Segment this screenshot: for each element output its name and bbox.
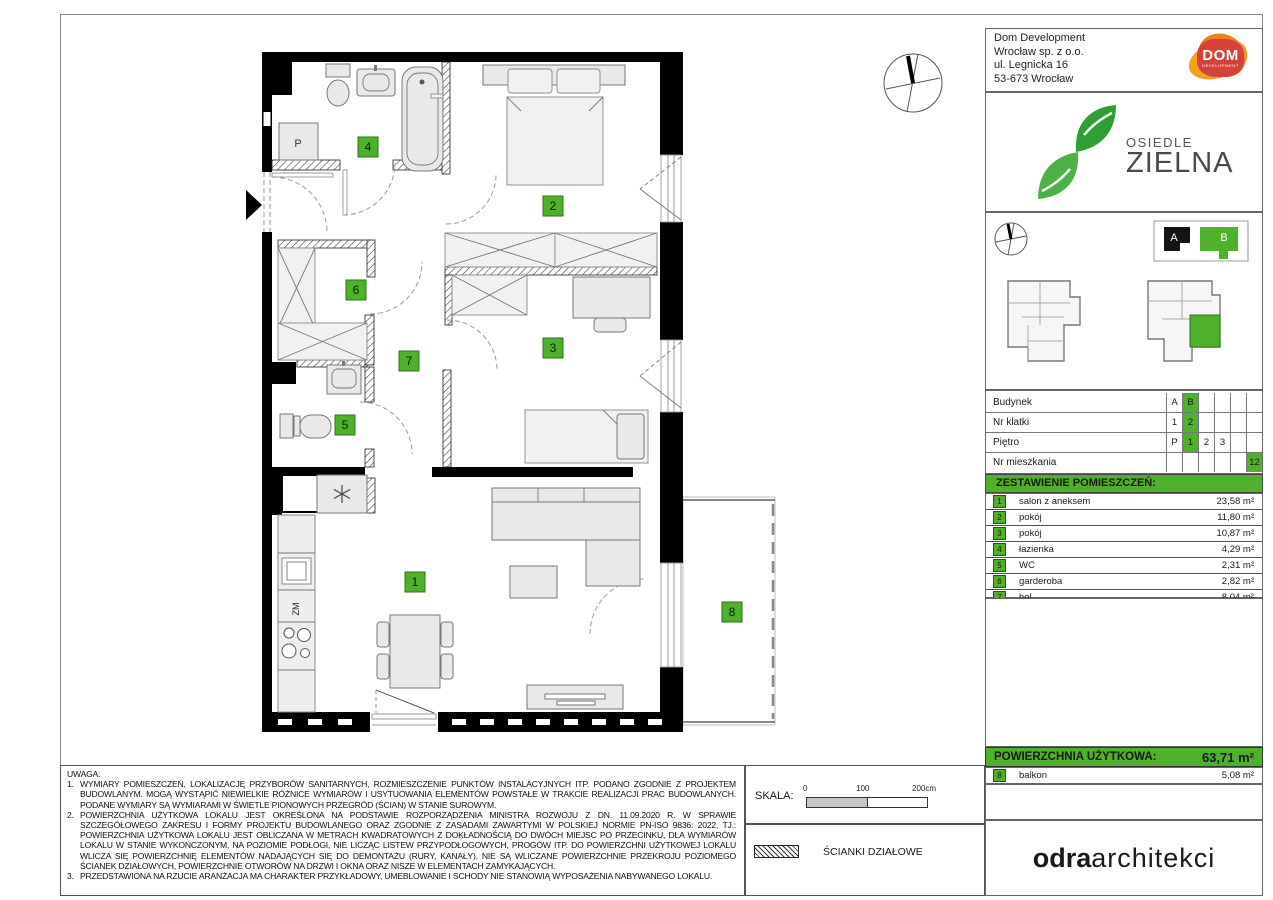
scale-bar [806,797,928,808]
list-item: 2 pokój 11,80 m² [986,510,1262,526]
room-no-badge: 3 [993,527,1006,540]
architect-logo-light: architekci [1091,842,1216,873]
unit-highlight [1190,315,1220,347]
entry-door [246,172,327,232]
room-no-badge: 5 [993,559,1006,572]
row-label: Nr klatki [993,417,1030,428]
company-name: Dom Development [994,32,1086,44]
note-item: 3. PRZEDSTAWIONA NA RZUCIE ARANŻACJA MA CHARAKTER PRZYKŁADOWY, UMEBLOWANIE I SCHODY NIE STANOWIĄ WYPOSAŻENIA NABYWANEGO LOKALU. [67,871,713,882]
scale-tick-100: 100 [856,784,870,793]
leaf-logo-icon [1032,103,1122,201]
list-item: 1 salon z aneksem 23,58 m² [986,494,1262,510]
spacer-box [985,598,1263,747]
room-no-badge: 8 [993,769,1006,782]
dom-development-logo [1188,34,1252,84]
badge-room-8: 8 [728,605,736,619]
row-label: Piętro [993,437,1020,448]
dishwasher-label: ZM [291,602,301,616]
site-plan-drawing [986,213,1262,389]
architect-logo-box [985,820,1263,896]
small-compass-icon [995,223,1027,255]
list-item: 4 łazienka 4,29 m² [986,542,1262,558]
badge-room-1: 1 [411,575,419,589]
row-label: Nr mieszkania [993,457,1057,468]
wardrobes-garderoba [278,248,367,360]
usable-area-value: 63,71 m² [1201,749,1254,765]
badge-room-6: 6 [352,283,360,297]
building-key [1154,221,1248,261]
estate-logo-bottom: ZIELNA [1126,147,1234,179]
list-item: 6 garderoba 2,82 m² [986,574,1262,590]
north-compass-icon [884,54,942,112]
list-item: 5 WC 2,31 m² [986,558,1262,574]
room-no-badge: 1 [993,495,1006,508]
legend-box [745,824,985,896]
room-no-badge: 2 [993,511,1006,524]
row-label: Budynek [993,397,1032,408]
company-street: ul. Legnicka 16 [994,59,1068,71]
dom-logo-title: DOM [1202,46,1239,64]
note-item: 2. POWIERZCHNIA UŻYTKOWA LOKALU JEST OKREŚLONA NA PODSTAWIE ROZPORZĄDZENIA MINISTRA ROZWOJU Z DN. 11.09.2020 R. W SPRAWIE SZCZEGÓŁOWEGO ZAKRESU I FORMY PROJEKTU BUDOWLANEGO ORAZ ZGODNIE Z ZASADAMI ZAWARTYMI W POLSKIEJ NORMIE PN-ISO 9836: 2022, TJ.: POWIERZCHNIA UŻYTKOWA LOKALU JEST OBLICZANA W METRACH KWADRATOWYCH Z DOKŁADNOŚCIĄ DO DWÓCH MIEJSC PO PRZECINKU, DLA WYMIARÓW LOKALU W STANIE WYKOŃCZONYM, NA POZIOMIE PODŁOGI, NIE LICZĄC LISTEW PRZYPODŁOGOWYCH, PROGÓW ITP. DO POWIERZCHNI UŻYTKOWEJ LOKALU WLICZA SIĘ POWIERZCHNIĘ ELEMENTÓW NADAJĄCYCH SIĘ DO DEMONTAŻU (RURY, KANAŁY), NIE SĄ WLICZANE POWIERZCHNIE PRZEKROJU POZIOMEGO ŚCIANEK DZIAŁOWYCH, POWIERZCHNIE OTWORÓW NA DRZWI I OKNA ORAZ NISZE W ELEMENTACH ZAMYKAJĄCYCH. [67,809,736,871]
room-no-badge: 6 [993,575,1006,588]
company-info-box [985,28,1263,92]
architect-logo-bold: odra [1032,842,1092,873]
balcony-row: 8 balkon 5,08 m² [985,767,1263,784]
floor-plan-drawing [60,12,985,765]
walls [262,52,683,732]
washer-label: P [294,138,302,150]
badge-room-3: 3 [549,341,557,355]
wall-stub [272,173,333,177]
table-row: Budynek A B [986,393,1262,413]
partition-hatch-swatch [754,845,799,858]
table-row: Nr mieszkania 12 [986,453,1262,472]
dom-logo-subtitle: DEVELOPMENT [1202,62,1239,68]
rooms-list [985,493,1263,598]
scale-label: SKALA: [755,790,794,802]
company-city: 53-673 Wrocław [994,72,1074,85]
note-item: 1. WYMIARY POMIESZCZEŃ, LOKALIZACJĘ PRZYBORÓW SANITARNYCH, ROZMIESZCZENIE PUNKTÓW INSTALACYJNYCH ITP. PODANO ZGODNIE Z PROJEKTEM BUDOWLANYM. MOGĄ WYSTĄPIĆ NIEWIELKIE RÓŻNICE WYMIARÓW I USYTUOWANIA ELEMENTÓW POWSTAŁE W TRAKCIE REALIZACJI PRAC BUDOWLANYCH. PODANE WYMIARY SĄ WYMIARAMI W ŚWIETLE PIONOWYCH PRZEGRÓD (ŚCIAN) W STANIE SUROWYM. [67,779,736,810]
usable-area-bar [985,747,1263,767]
estate-logo-box [985,92,1263,212]
mini-plan-a [1008,281,1080,361]
badge-room-7: 7 [405,354,413,368]
bedroom2-furniture [483,65,625,185]
shaft-niche [282,475,319,512]
site-plan-box [985,212,1263,390]
notes-box [60,765,745,896]
wall-stub [343,170,347,215]
rooms-header-bar: ZESTAWIENIE POMIESZCZEŃ: [985,474,1263,493]
company-entity: Wrocław sp. z o.o. [994,45,1084,58]
scale-tick-0: 0 [803,784,808,793]
scale-tick-200: 200cm [912,784,937,793]
room-no-badge: 4 [993,543,1006,556]
partition-legend-label: ŚCIANKI DZIAŁOWE [823,846,923,858]
badge-room-2: 2 [549,199,557,213]
terrace-door [370,690,438,732]
table-row: Nr klatki 1 2 [986,413,1262,433]
building-a-label: A [1170,232,1178,244]
living-furniture [377,488,640,709]
scale-box [745,765,985,824]
spacer-box [985,784,1263,820]
badge-room-5: 5 [341,418,349,432]
room3-furniture [525,277,650,463]
badge-room-4: 4 [364,140,372,154]
unit-info-table [985,390,1263,474]
mini-plan-b [1148,281,1220,361]
estate-logo-top: OSIEDLE [1126,135,1193,150]
notes-title: UWAGA: [67,769,101,779]
building-b-label: B [1220,232,1228,244]
usable-area-label: POWIERZCHNIA UŻYTKOWA: [994,751,1157,763]
list-item: 3 pokój 10,87 m² [986,526,1262,542]
table-row: Piętro P 1 2 3 [986,433,1262,453]
